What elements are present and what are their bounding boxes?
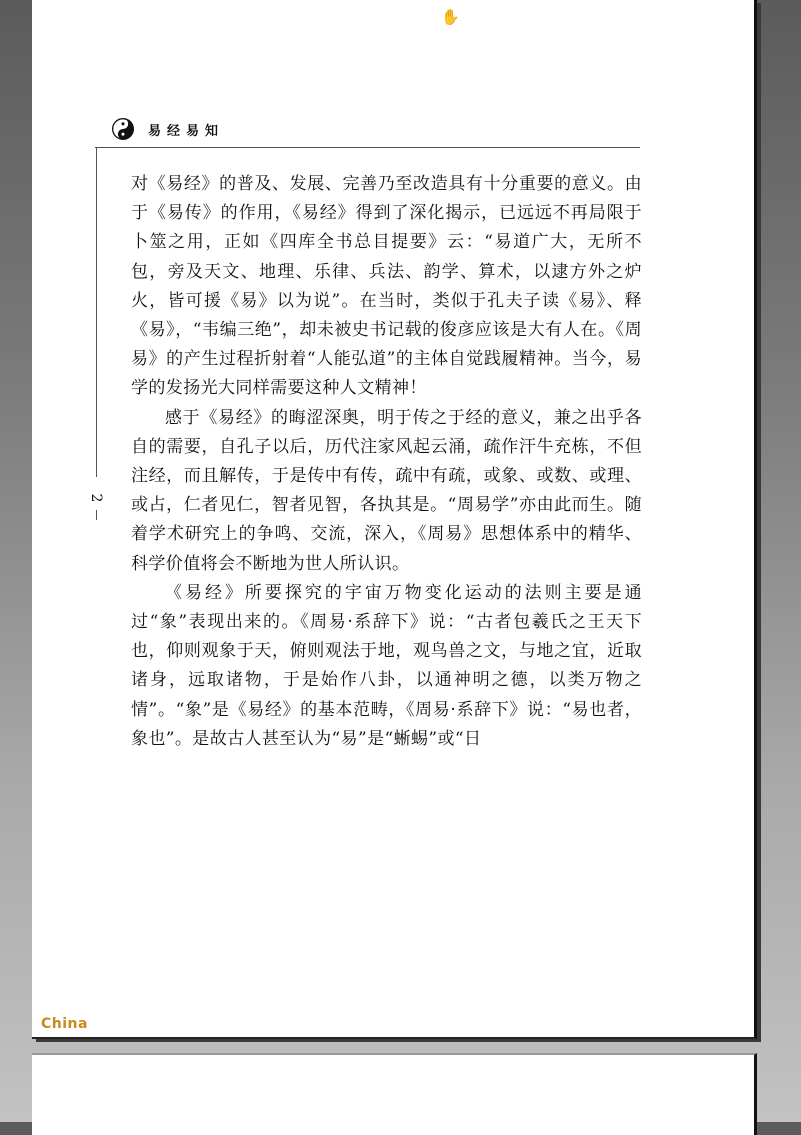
margin-rule-lower xyxy=(96,510,97,520)
paragraph: 感于《易经》的晦涩深奥，明于传之于经的意义，兼之出乎各自的需要，自孔子以后，历代注家风起云涌，疏作汗牛充栋，不但注经，而且解传，于是传中有传，疏中有疏，或象、或数、或理、或占，仁者见仁，智者见智，各执其是。“周易学”亦由此而生。随着学术研究上的争鸣、交流，深入，《周易》思想体系中的精华、科学价值将会不断地为世人所认识。 xyxy=(131,407,642,574)
header-rule xyxy=(95,147,640,148)
body-text xyxy=(131,170,642,754)
page-number: 2 xyxy=(88,493,104,503)
running-header xyxy=(112,116,224,142)
watermark-logo: China xyxy=(41,1016,88,1032)
paragraph: 对《易经》的普及、发展、完善乃至改造具有十分重要的意义。由于《易传》的作用，《易经》得到了深化揭示，已远远不再局限于卜筮之用，正如《四库全书总目提要》云：“易道广大，无所不包，旁及天文、地理、乐律、兵法、韵学、算术，以逮方外之炉火，皆可援《易》以为说”。在当时，类似于孔夫子读《易》、释《易》，“韦编三绝”，却未被史书记载的俊彦应该是大有人在。《周易》的产生过程折射着“人能弘道”的主体自觉践履精神。当今，易学的发扬光大同样需要这种人文精神！ xyxy=(131,174,642,399)
next-document-page xyxy=(32,1053,757,1135)
margin-rule xyxy=(96,147,97,477)
paragraph: 《易经》所要探究的宇宙万物变化运动的法则主要是通过“象”表现出来的。《周易·系辞下》说：“古者包羲氏之王天下也，仰则观象于天，俯则观法于地，观鸟兽之文，与地之宜，近取诸身，远取诸物，于是始作八卦，以通神明之德，以类万物之情”。“象”是《易经》的基本范畴，《周易·系辞下》说：“易也者，象也”。是故古人甚至认为“易”是“蜥蜴”或“日 xyxy=(131,582,642,749)
hand-cursor-icon[interactable]: ✋ xyxy=(441,8,460,26)
running-title: 易经易知 xyxy=(148,123,225,139)
yinyang-icon xyxy=(112,118,134,140)
